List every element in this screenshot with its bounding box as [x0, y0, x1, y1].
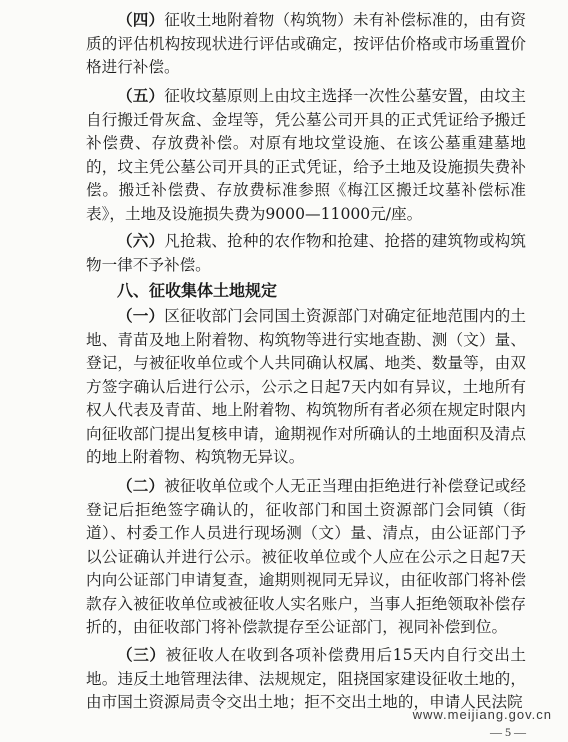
paragraph-text: 被征收单位或个人无正当理由拒绝进行补偿登记或经登记后拒绝签字确认的，征收部门和国土资源部门会同镇（街道）、村委工作人员进行现场测（文）量、清点，由公证部门予以公证确认并进行公示。被征收单位或个人应在公示之日起7天内向公证部门申请复查，逾期则视同无异议，由征收部门将补偿款存入被征收单位或被征收人实名账户，当事人拒绝领取补偿存折的，由征收部门将补偿款提存至公证部门，视同补偿到位。	[86, 477, 526, 636]
footer-url: www.meijiang.gov.cn	[412, 707, 552, 722]
paragraph-4	[86, 8, 526, 80]
item-number: （四）	[117, 10, 165, 29]
item-number: （一）	[117, 306, 165, 325]
item-number: （六）	[117, 231, 165, 250]
paragraph-text: 征收土地附着物（构筑物）未有补偿标准的，由有资质的评估机构按现状进行评估或确定，按评估价格或市场重置价格进行补偿。	[86, 11, 526, 76]
paragraph-5	[86, 84, 526, 226]
paragraph-8-2	[86, 474, 526, 640]
paragraph-6	[86, 229, 526, 277]
paragraph-8-1	[86, 304, 526, 470]
page-number: — 5 —	[490, 725, 526, 739]
paragraph-8-3	[86, 643, 526, 715]
paragraph-text: 征收坟墓原则上由坟主选择一次性公墓安置，由坟主自行搬迁骨灰盒、金埕等，凭公墓公司开具的正式凭证给予搬迁补偿费、存放费补偿。对原有地坟堂设施、在该公墓重建墓地的，坟主凭公墓公司开具的正式凭证，给予土地及设施损失费补偿。搬迁补偿费、存放费标准参照《梅江区搬迁坟墓补偿标准表》，土地及设施损失费为9000—11000元/座。	[86, 87, 526, 223]
paragraph-text: 凡抢栽、抢种的农作物和抢建、抢搭的建筑物或构筑物一律不予补偿。	[86, 232, 526, 274]
paragraph-text: 区征收部门会同国土资源部门对确定征地范围内的土地、青苗及地上附着物、构筑物等进行实地查勘、测（文）量、登记，与被征收单位或个人共同确认权属、地类、数量等，由双方签字确认后进行公示，公示之日起7天内如有异议，土地所有权人代表及青苗、地上附着物、构筑物所有者必须在规定时限内向征收部门提出复核申请，逾期视作对所确认的土地面积及清点的地上附着物、构筑物无异议。	[86, 307, 526, 466]
paragraph-text: 被征收人在收到各项补偿费用后15天内自行交出土地。违反土地管理法律、法规规定，阻挠国家建设征收土地的，由市国土资源局责令交出土地；拒不交出土地的，申请人民法院	[86, 646, 526, 711]
section-heading: 八、征收集体土地规定	[117, 281, 278, 300]
item-number: （二）	[117, 476, 165, 495]
item-number: （五）	[117, 86, 165, 105]
item-number: （三）	[117, 645, 166, 664]
